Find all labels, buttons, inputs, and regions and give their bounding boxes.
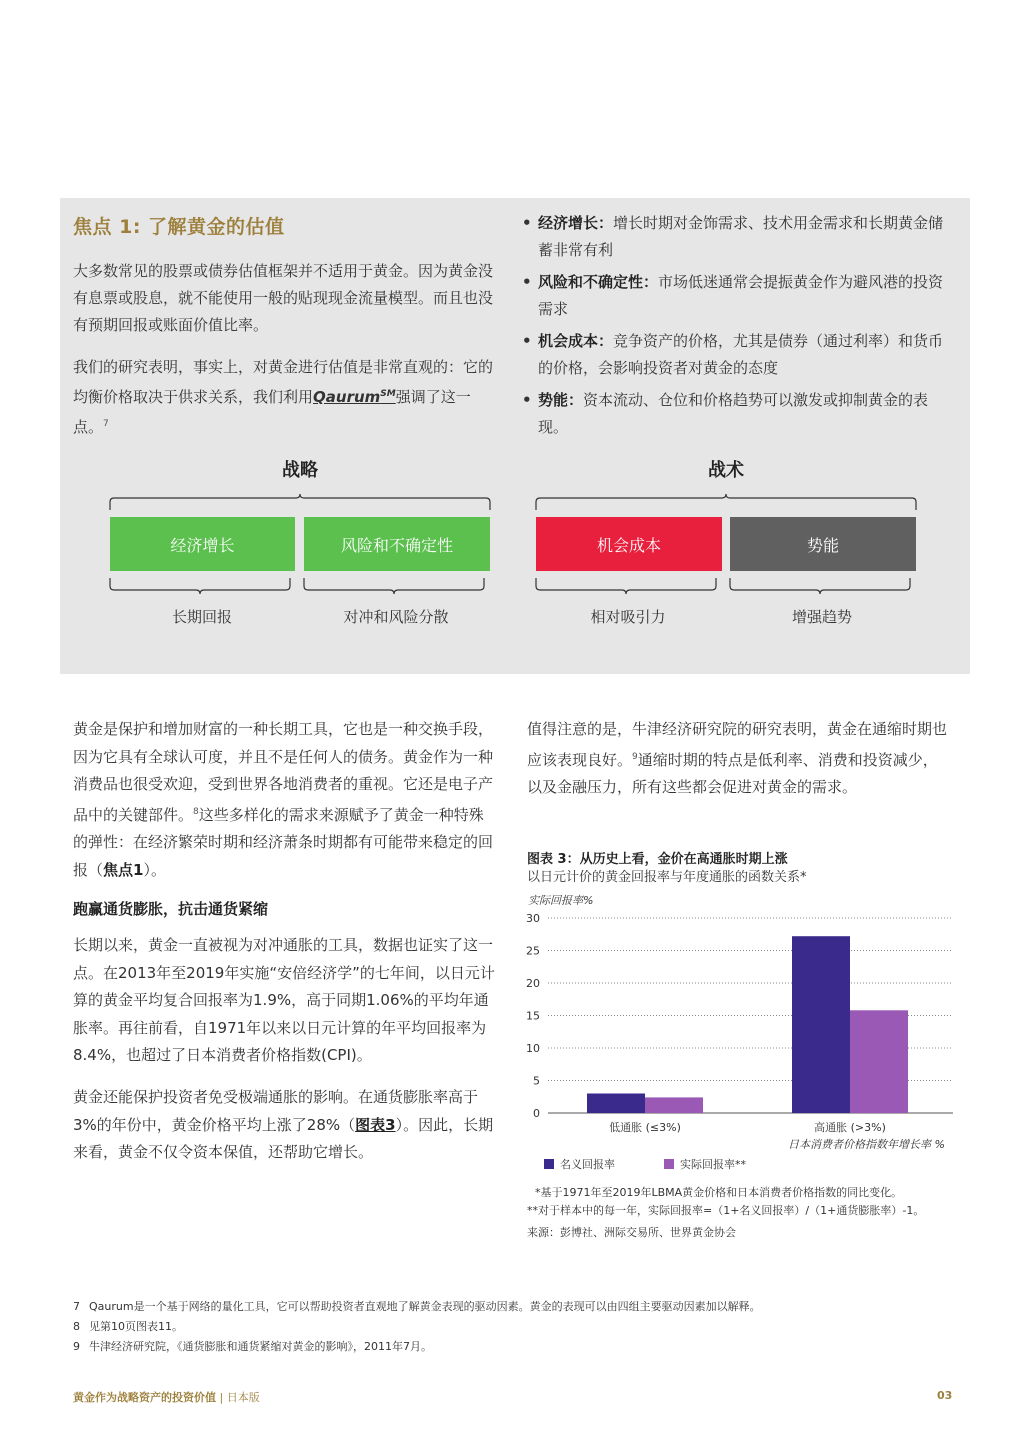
legend-swatch — [544, 1159, 554, 1169]
tactics-title: 战术 — [708, 460, 744, 481]
chart-source: 来源：彭博社、洲际交易所、世界黄金协会 — [527, 1226, 736, 1239]
body-paragraph-1: 黄金是保护和增加财富的一种长期工具，它也是一种交换手段，因为它具有全球认可度，并且不是任何人的债务。黄金作为一种消费品也很受欢迎，受到世界各地消费者的重视。它还是电子产品中的关键部件。$^8$这些多样化的需求来源赋予了黄金一种特殊的弹性：在经济繁荣时期和经济萧条时期都有可能带来稳定的回报（焦点1）。 — [73, 720, 494, 879]
footnote-9: 9 牛津经济研究院，《通货膨胀和通货紧缩对黄金的影响》，2011年7月。 — [73, 1340, 432, 1353]
footnotes — [73, 1297, 953, 1357]
chart-subtitle: 以日元计价的黄金回报率与年度通胀的函数关系* — [527, 870, 807, 885]
body-paragraph-2: 长期以来，黄金一直被视为对冲通胀的工具，数据也证实了这一点。在2013年至2019年实施“安倍经济学”的七年间，以日元计算的黄金平均复合回报率为1.9%，高于同期1.06%的平均年通胀率。再往前看，自1971年以来以日元计算的年平均回报率为8.4%，也超过了日本消费者价格指数(CPI)。 — [73, 936, 495, 1064]
bullet-item: • 经济增长：增长时期对金饰需求、技术用金需求和长期黄金储蓄非常有利 — [520, 210, 950, 264]
y-tick-label: 30 — [526, 912, 540, 925]
bullet-item: • 机会成本：竞争资产的价格，尤其是债券（通过利率）和货币的价格，会影响投资者对黄金的态度 — [520, 328, 950, 382]
sub-enhance-trend: 增强趋势 — [791, 608, 852, 626]
legend-swatch — [664, 1159, 674, 1169]
gold-return-bar-chart — [520, 890, 960, 1185]
bullet-item: • 势能：资本流动、仓位和价格趋势可以激发或抑制黄金的表现。 — [520, 387, 950, 441]
sub-brace — [530, 576, 730, 598]
y-axis-label: 实际回报率% — [528, 894, 594, 907]
footer-title: 黄金作为战略资产的投资价值 | 日本版 — [73, 1391, 260, 1404]
footnote-ref-9[interactable]: 9 — [632, 751, 638, 762]
chart-note-2: **对于样本中的每一年，实际回报率=（1+名义回报率）/（1+通货膨胀率）-1。 — [527, 1204, 925, 1217]
y-tick-label: 0 — [533, 1107, 540, 1120]
sub-relative-attraction: 相对吸引力 — [590, 608, 666, 626]
y-tick-label: 25 — [526, 944, 540, 958]
legend-label: 名义回报率 — [560, 1158, 615, 1171]
tactics-top-brace — [526, 490, 926, 514]
box-risk-uncertainty: 风险和不确定性 — [304, 517, 490, 571]
y-tick-label: 5 — [533, 1074, 540, 1088]
sub-hedge-diversify: 对冲和风险分散 — [343, 608, 449, 626]
legend-label: 实际回报率** — [680, 1158, 746, 1171]
x-tick-label: 低通胀 (≤3%) — [609, 1121, 681, 1134]
y-tick-label: 20 — [526, 977, 540, 990]
page-number: 03 — [937, 1389, 953, 1402]
driver-bullet-list — [520, 210, 950, 446]
footnote-8: 8 见第10页图表11。 — [73, 1320, 183, 1333]
body-paragraph-3: 黄金还能保护投资者免受极端通胀的影响。在通货膨胀率高于3%的年份中，黄金价格平均上涨了28%（图表3）。因此，长期来看，黄金不仅令资本保值，还帮助它增长。 — [73, 1088, 494, 1161]
y-tick-label: 10 — [526, 1042, 540, 1055]
focus-paragraph-2: 我们的研究表明，事实上，对黄金进行估值是非常直观的：它的均衡价格取决于供求关系，我们利用Qaurum℠强调了这一点。$^7$ — [73, 358, 494, 436]
sub-brace — [298, 576, 498, 598]
bar-nominal — [792, 936, 850, 1113]
x-tick-label: 高通胀 (>3%) — [814, 1121, 886, 1134]
footnote-7: 7 Qaurum是一个基于网络的量化工具，它可以帮助投资者直观地了解黄金表现的驱动因素。黄金的表现可以由四组主要驱动因素加以解释。 — [73, 1300, 761, 1313]
bar-real — [850, 1010, 908, 1113]
box-momentum: 势能 — [730, 517, 916, 571]
bullet-item: • 风险和不确定性：市场低迷通常会提振黄金作为避风港的投资需求 — [520, 269, 950, 323]
sub-long-term-return: 长期回报 — [171, 608, 232, 626]
body-paragraph-right: 值得注意的是，牛津经济研究院的研究表明，黄金在通缩时期也应该表现良好。$^9$通缩时期的特点是低利率、消费和投资减少，以及金融压力，所有这些都会促进对黄金的需求。 — [527, 720, 948, 796]
footnote-ref-7[interactable]: 7 — [103, 419, 109, 429]
footnote-ref-8[interactable]: 8 — [193, 806, 199, 817]
chart-note-1: *基于1971年至2019年LBMA黄金价格和日本消费者价格指数的同比变化。 — [535, 1186, 903, 1199]
strategy-title: 战略 — [282, 460, 318, 481]
box-opportunity-cost: 机会成本 — [536, 517, 722, 571]
sub-brace — [724, 576, 924, 598]
focus-title: 焦点 1: 了解黄金的估值 — [73, 216, 285, 238]
bar-real — [645, 1097, 703, 1113]
sub-brace — [104, 576, 304, 598]
y-tick-label: 15 — [526, 1009, 540, 1023]
section-heading: 跑赢通货膨胀，抗击通货紧缩 — [73, 900, 269, 918]
link-chart-3[interactable]: 图表3 — [355, 1115, 396, 1134]
box-economic-growth: 经济增长 — [110, 517, 295, 571]
bar-nominal — [587, 1094, 645, 1114]
strategy-top-brace — [100, 490, 500, 514]
chart-title: 图表 3：从历史上看，金价在高通胀时期上涨 — [527, 852, 788, 867]
focus-paragraph-1: 大多数常见的股票或债券估值框架并不适用于黄金。因为黄金没有息票或股息，就不能使用一般的贴现现金流量模型。而且也没有预期回报或账面价值比率。 — [73, 262, 494, 334]
qaurum-brand: Qaurum℠ — [313, 388, 396, 406]
link-focus-1[interactable]: 焦点1 — [103, 860, 144, 879]
x-axis-label: 日本消费者价格指数年增长率 % — [788, 1138, 945, 1151]
